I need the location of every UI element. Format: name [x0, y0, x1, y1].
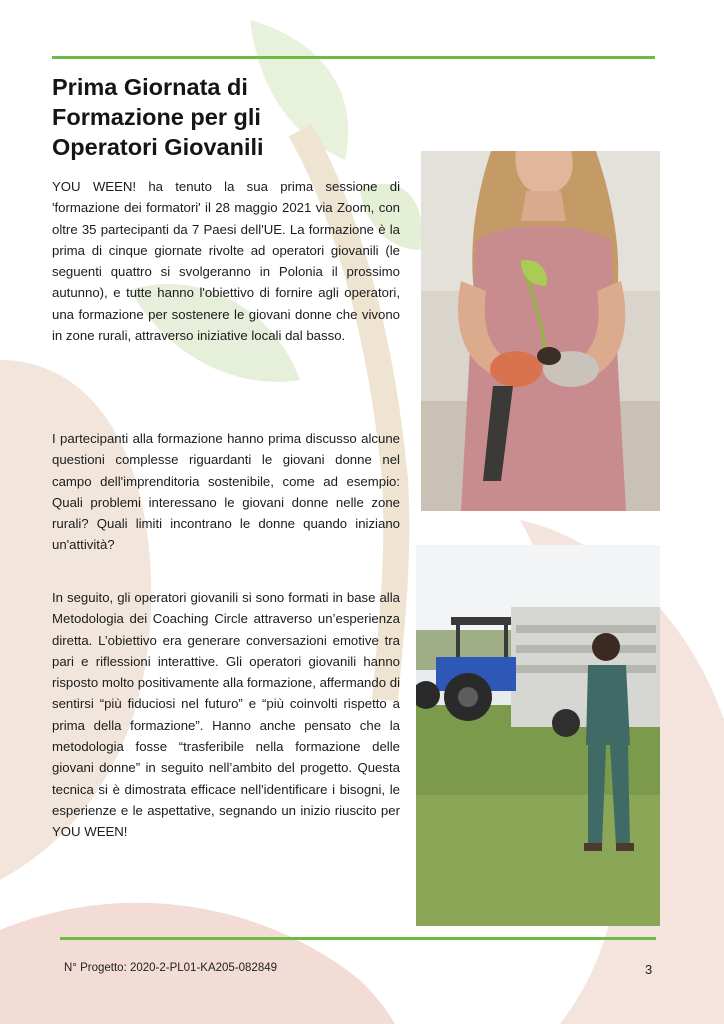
- title-line-1: Prima Giornata di: [52, 74, 248, 100]
- page-number: 3: [645, 962, 653, 977]
- title-line-3: Operatori Giovanili: [52, 134, 264, 160]
- photo-tractor-field: [416, 545, 660, 926]
- article-paragraph-2-block: [52, 428, 400, 556]
- bottom-rule: [60, 937, 656, 940]
- title-line-2: Formazione per gli: [52, 104, 261, 130]
- article-paragraph-3-block: [52, 587, 400, 843]
- page-title: [52, 72, 382, 162]
- article-paragraph-1: YOU WEEN! ha tenuto la sua prima sessione di 'formazione dei formatori' il 28 maggio 2021 via Zoom, con oltre 35 partecipanti da 7 Paesi dell'UE. La formazione è la prima di cinque giornate rivolte ad operatori giovanili (le seguenti quattro si svolgeranno in Polonia il prossimo autunno), e tutte hanno l'obiettivo di fornire agli operatori, una formazione per sostenere le giovani donne che vivono in zone rurali, attraverso iniziative locali dal basso.: [52, 179, 400, 344]
- article-paragraph-3: In seguito, gli operatori giovanili si sono formati in base alla Metodologia dei Coaching Circle attraverso un’esperienza diretta. L’obiettivo era generare conversazioni emotive tra pari e riflessioni interattive. Gli operatori giovanili hanno risposto molto positivamente alla formazione, affermando di sentirsi “più fiduciosi nel futuro” e “più coinvolti rispetto a prima della formazione”. Hanno anche pensato che la metodologia fosse “trasferibile nella formazione delle giovani donne” in seguito nell’ambito del progetto. Questa tecnica si è dimostrata efficace nell'identificare i bisogni, le esperienze e le aspettative, segnando un inizio riuscito per YOU WEEN!: [52, 590, 400, 840]
- article-paragraph-1-block: [52, 176, 400, 346]
- article-paragraph-2: I partecipanti alla formazione hanno prima discusso alcune questioni complesse riguardanti le giovani donne nel campo dell'imprenditoria sostenibile, come ad esempio: Quali problemi interessano le giovani donne nelle zone rurali? Quali limiti incontrano le donne quando iniziano un'attività?: [52, 431, 400, 553]
- top-rule: [52, 56, 655, 59]
- project-id: N° Progetto: 2020-2-PL01-KA205-082849: [64, 962, 278, 974]
- photo-woman-seedling: [421, 151, 660, 511]
